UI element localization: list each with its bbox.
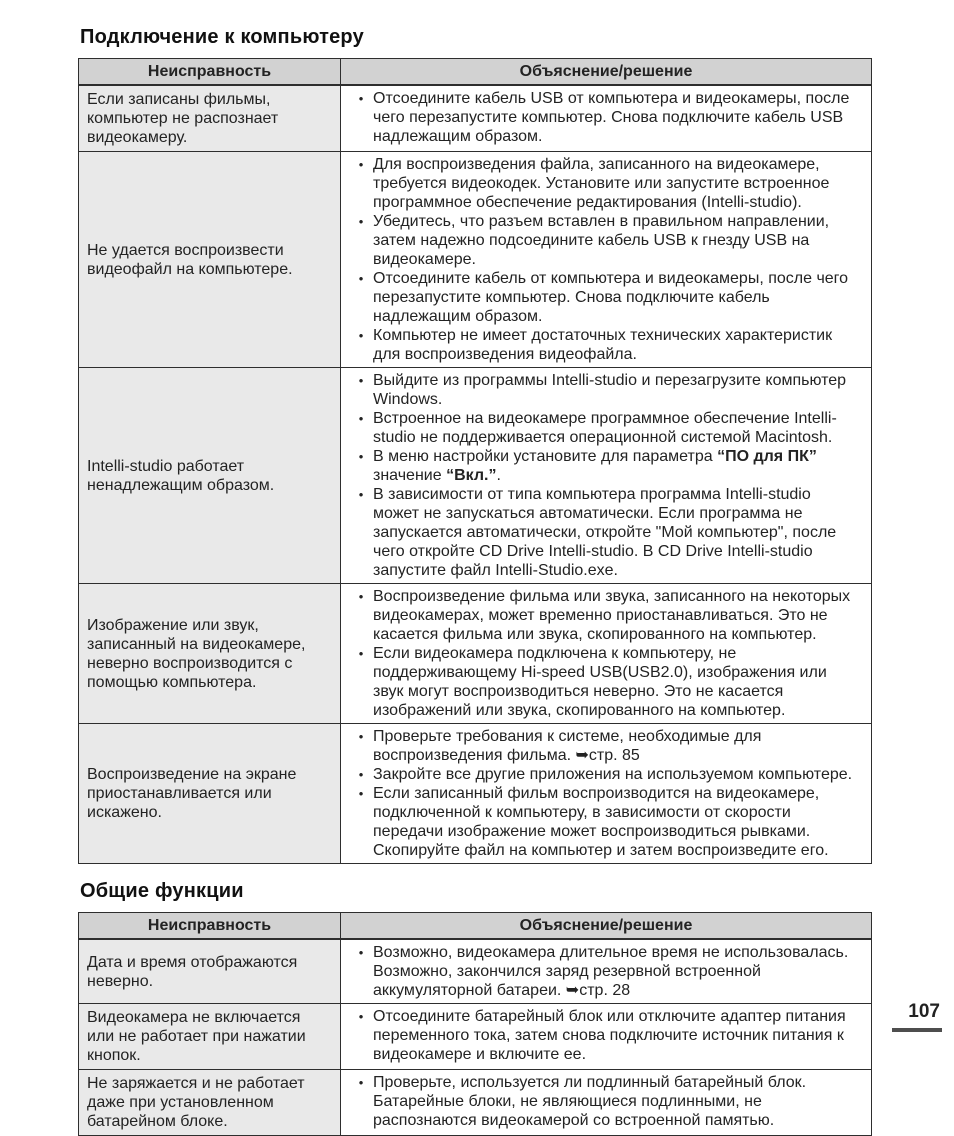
solution-cell xyxy=(341,152,871,367)
solution-text: Компьютер не имеет достаточных технических характеристик для воспроизведения видеофайла. xyxy=(373,327,833,363)
bullet-icon: • xyxy=(358,487,364,502)
bullet-icon: • xyxy=(358,729,364,744)
solution-text: Отсоедините кабель USB от компьютера и видеокамеры, после чего перезапустите компьютер. Снова подключите кабель USB надлежащим образом. xyxy=(373,90,850,145)
problem-cell xyxy=(79,86,341,151)
page-number: 107 xyxy=(908,1001,940,1022)
column-header-solution: Объяснение/решение xyxy=(519,917,693,934)
bullet-icon: • xyxy=(358,373,364,388)
solution-cell xyxy=(341,368,871,583)
solution-cell xyxy=(341,584,871,723)
bullet-icon: • xyxy=(358,449,364,464)
solution-text: Встроенное на видеокамере программное обеспечение Intelli-studio не поддерживается операционной системой Macintosh. xyxy=(373,410,837,446)
column-header-problem: Неисправность xyxy=(79,59,341,84)
problem-cell xyxy=(79,368,341,583)
bullet-icon: • xyxy=(358,945,364,960)
problem-text: Intelli-studio работает ненадлежащим образом. xyxy=(87,457,275,494)
solution-cell xyxy=(341,1070,871,1135)
solution-item xyxy=(349,1073,861,1130)
problem-text: Не удается воспроизвести видеофайл на компьютере. xyxy=(87,241,293,278)
solution-item xyxy=(349,155,861,212)
problem-cell xyxy=(79,724,341,863)
bullet-icon: • xyxy=(358,1009,364,1024)
solution-item xyxy=(349,765,861,784)
problem-text: Видеокамера не включается или не работает при нажатии кнопок. xyxy=(87,1009,306,1064)
bullet-icon: • xyxy=(358,411,364,426)
solution-text: Убедитесь, что разъем вставлен в правильном направлении, затем надежно подсоедините кабель USB к гнезду USB на видеокамере. xyxy=(373,213,830,268)
table-row xyxy=(79,1004,871,1070)
solution-item xyxy=(349,326,861,364)
solution-text: Закройте все другие приложения на используемом компьютере. xyxy=(373,766,853,783)
table-header-row xyxy=(79,59,871,86)
problem-cell xyxy=(79,1004,341,1069)
bullet-icon: • xyxy=(358,767,364,782)
page-number-underline xyxy=(892,1028,942,1032)
solution-item xyxy=(349,212,861,269)
solution-item xyxy=(349,587,861,644)
table-row xyxy=(79,1070,871,1136)
column-header-problem: Неисправность xyxy=(79,913,341,938)
troubleshooting-table-computer-connection xyxy=(78,58,872,864)
solution-text: Для воспроизведения файла, записанного на видеокамере, требуется видеокодек. Установите или запустите встроенное программное обеспечение редактирования (Intelli-studio). xyxy=(373,156,830,211)
table-header-row xyxy=(79,913,871,940)
problem-cell xyxy=(79,152,341,367)
problem-text: Не заряжается и не работает даже при установленном батарейном блоке. xyxy=(87,1075,305,1130)
solution-cell xyxy=(341,940,871,1003)
solution-item xyxy=(349,784,861,860)
table-row xyxy=(79,86,871,152)
table-row xyxy=(79,368,871,584)
bullet-icon: • xyxy=(358,271,364,286)
problem-text: Воспроизведение на экране приостанавливается или искажено. xyxy=(87,766,297,821)
problem-cell xyxy=(79,1070,341,1135)
solution-item xyxy=(349,447,861,485)
bullet-icon: • xyxy=(358,328,364,343)
table-body xyxy=(79,940,871,1136)
solution-text: Если видеокамера подключена к компьютеру, не поддерживающему Hi-speed USB(USB2.0), изображения или звук могут воспроизводиться неверно. Это не касается изображений или звука, скопированного на компьютер. xyxy=(373,645,827,719)
solution-item xyxy=(349,409,861,447)
column-header-solution: Объяснение/решение xyxy=(519,63,693,80)
table-row xyxy=(79,152,871,368)
bullet-icon: • xyxy=(358,214,364,229)
solution-cell xyxy=(341,86,871,151)
solution-text: Проверьте требования к системе, необходимые для воспроизведения фильма. ➥стр. 85 xyxy=(373,728,762,764)
table-row xyxy=(79,940,871,1004)
solution-text: Отсоедините кабель от компьютера и видеокамеры, после чего перезапустите компьютер. Снова подключите кабель надлежащим образом. xyxy=(373,270,849,325)
bullet-icon: • xyxy=(358,1075,364,1090)
table-row xyxy=(79,584,871,724)
solution-text: Проверьте, используется ли подлинный батарейный блок. Батарейные блоки, не являющиеся подлинными, не распознаются видеокамерой со встроенной памятью. xyxy=(373,1074,807,1129)
solution-text: Выйдите из программы Intelli-studio и перезагрузите компьютер Windows. xyxy=(373,372,847,408)
solution-cell xyxy=(341,1004,871,1069)
solution-text: Отсоедините батарейный блок или отключите адаптер питания переменного тока, затем снова подключите источник питания к видеокамере и включите ее. xyxy=(373,1008,846,1063)
solution-item xyxy=(349,269,861,326)
problem-cell xyxy=(79,584,341,723)
problem-text: Изображение или звук, записанный на видеокамере, неверно воспроизводится с помощью компьютера. xyxy=(87,616,306,691)
table-row xyxy=(79,724,871,864)
problem-cell xyxy=(79,940,341,1003)
solution-text: Если записанный фильм воспроизводится на видеокамере, подключенной к компьютеру, в зависимости от скорости передачи изображение может воспроизводиться рывками. Скопируйте файл на компьютер и затем воспроизведите его. xyxy=(373,785,829,859)
section-title-computer-connection: Подключение к компьютеру xyxy=(80,26,364,48)
solution-item xyxy=(349,727,861,765)
solution-text: В зависимости от типа компьютера программа Intelli-studio может не запускаться автоматически. Если программа не запускается автоматически, откройте "Мой компьютер", после чего откройте CD Drive Intelli-studio. В CD Drive Intelli-studio запустите файл Intelli-Studio.exe. xyxy=(373,486,837,579)
section-title-general-functions: Общие функции xyxy=(80,880,244,902)
solution-item xyxy=(349,89,861,146)
bullet-icon: • xyxy=(358,646,364,661)
table-body xyxy=(79,86,871,864)
solution-item xyxy=(349,371,861,409)
bullet-icon: • xyxy=(358,786,364,801)
bullet-icon: • xyxy=(358,157,364,172)
troubleshooting-table-general-functions xyxy=(78,912,872,1136)
bullet-icon: • xyxy=(358,91,364,106)
solution-text: Возможно, видеокамера длительное время не использовалась. Возможно, закончился заряд резервной встроенной аккумуляторной батареи. ➥стр. 28 xyxy=(373,944,849,999)
solution-text: В меню настройки установите для параметра “ПО для ПК” значение “Вкл.”. xyxy=(373,448,817,484)
solution-item xyxy=(349,1007,861,1064)
solution-item xyxy=(349,485,861,580)
solution-item xyxy=(349,943,861,1000)
solution-item xyxy=(349,644,861,720)
problem-text: Дата и время отображаются неверно. xyxy=(87,953,298,990)
bullet-icon: • xyxy=(358,589,364,604)
problem-text: Если записаны фильмы, компьютер не распознает видеокамеру. xyxy=(87,91,279,146)
solution-text: Воспроизведение фильма или звука, записанного на некоторых видеокамерах, может временно приостанавливаться. Это не касается фильма или звука, скопированного на компьютер. xyxy=(373,588,851,643)
solution-cell xyxy=(341,724,871,863)
page-number-block xyxy=(892,1001,942,1032)
